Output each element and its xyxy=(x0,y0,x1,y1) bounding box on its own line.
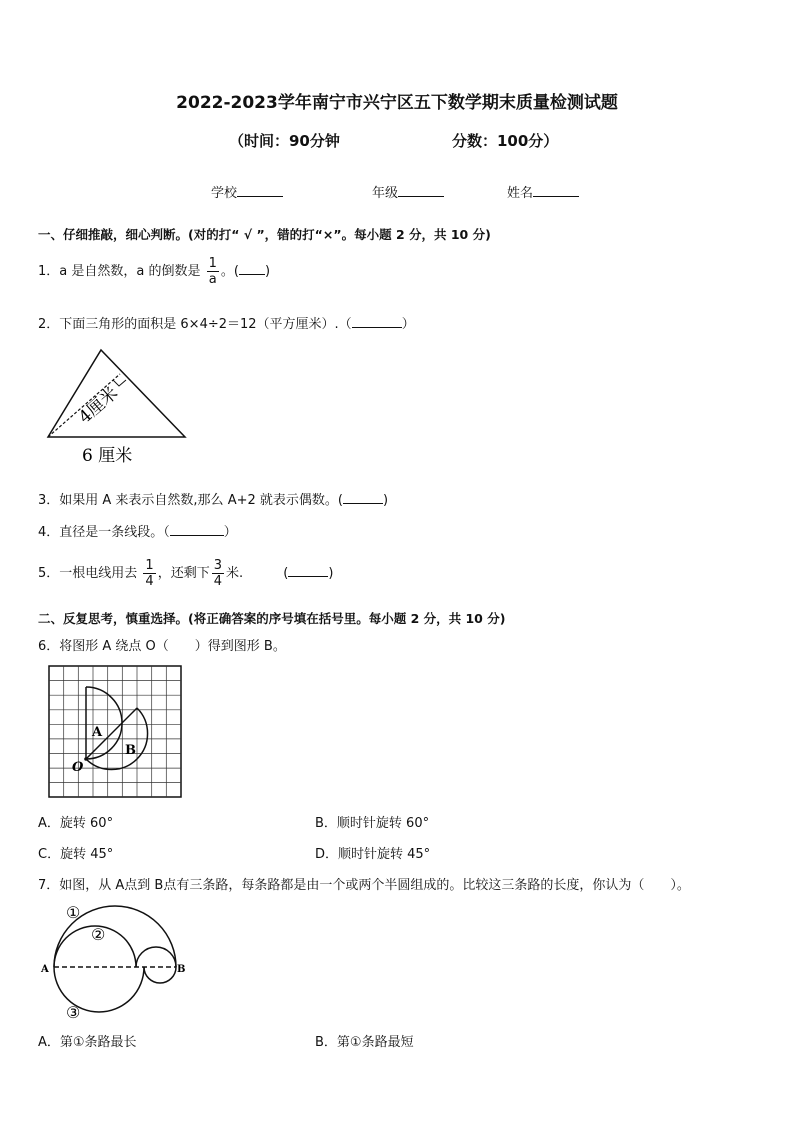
label-o: O xyxy=(72,760,84,775)
q6-option-c[interactable]: C．旋转 45° xyxy=(38,847,114,862)
point-a-label: A xyxy=(41,964,49,975)
q4-close: ） xyxy=(223,525,237,540)
grid-border xyxy=(49,666,181,797)
q6-option-b[interactable]: B．顺时针旋转 60° xyxy=(315,816,430,831)
q1-numerator: 1 xyxy=(208,256,217,271)
path-3-label: ③ xyxy=(66,1003,81,1022)
q5-fraction-left xyxy=(212,558,224,589)
q7-option-b[interactable]: B．第①条路最短 xyxy=(315,1035,414,1050)
path-2-label: ② xyxy=(91,925,106,944)
q1-post: 。( xyxy=(220,264,239,279)
q5-text: 5．一根电线用去 xyxy=(38,566,138,581)
shape-a xyxy=(86,687,122,759)
q1-answer-blank[interactable] xyxy=(239,262,265,275)
three-paths-figure xyxy=(38,898,198,1024)
height-label: 4厘米 xyxy=(75,383,123,428)
q5-numerator-2: 3 xyxy=(213,558,222,573)
section-2-heading: 二、反复思考，慎重选择。(将正确答案的序号填在括号里。每小题 2 分，共 10 分) xyxy=(38,611,506,626)
grid-lines xyxy=(49,666,181,797)
q5-open: ( xyxy=(283,566,289,581)
q2-answer-blank[interactable] xyxy=(352,315,402,328)
page-title: 2022-2023学年南宁市兴宁区五下数学期末质量检测试题 xyxy=(176,93,618,113)
q2-text: 2．下面三角形的面积是 6×4÷2＝12（平方厘米）.（ xyxy=(38,317,352,332)
path-3-arc-right xyxy=(144,967,176,983)
name-field[interactable] xyxy=(507,182,579,201)
q7-option-a[interactable]: A．第①条路最长 xyxy=(38,1035,137,1050)
name-blank[interactable] xyxy=(533,184,579,197)
rotation-grid-figure xyxy=(48,665,184,801)
path-1-label: ① xyxy=(66,903,81,922)
q5-answer-blank[interactable] xyxy=(288,564,328,577)
q5-denominator-1: 4 xyxy=(145,574,154,589)
triangle-figure xyxy=(38,340,198,470)
path-2-arc-right xyxy=(136,947,176,967)
question-2 xyxy=(38,313,415,332)
label-b: B xyxy=(125,743,136,758)
q6-option-d[interactable]: D．顺时针旋转 45° xyxy=(315,847,431,862)
q1-text: 1．a 是自然数，a 的倒数是 xyxy=(38,264,201,279)
q5-close: ) xyxy=(328,566,334,581)
q2-close: ） xyxy=(401,317,415,332)
base-label: 6 厘米 xyxy=(82,446,133,466)
name-label: 姓名 xyxy=(507,186,534,201)
q6-option-a[interactable]: A．旋转 60° xyxy=(38,816,114,831)
right-angle-mark xyxy=(113,380,126,386)
q1-denominator: a xyxy=(208,272,217,287)
exam-time: （时间：90分钟 xyxy=(229,132,340,150)
q5-numerator-1: 1 xyxy=(145,558,154,573)
question-6: 6．将图形 A 绕点 O（ ）得到图形 B。 xyxy=(38,639,286,654)
grade-field[interactable] xyxy=(372,182,444,201)
question-4 xyxy=(38,521,237,540)
grade-label: 年级 xyxy=(372,186,399,201)
question-5 xyxy=(38,558,333,589)
point-b-label: B xyxy=(177,964,186,975)
school-field[interactable] xyxy=(211,182,283,201)
question-7: 7．如图，从 A点到 B点有三条路，每条路都是由一个或两个半圆组成的。比较这三条路的长度，你认为（ ）。 xyxy=(38,878,690,893)
q3-text: 3．如果用 A 来表示自然数,那么 A+2 就表示偶数。( xyxy=(38,493,343,508)
school-label: 学校 xyxy=(211,186,238,201)
q3-close: ) xyxy=(382,493,389,508)
q4-text: 4．直径是一条线段。（ xyxy=(38,525,170,540)
q1-close: ) xyxy=(264,264,271,279)
question-1 xyxy=(38,256,270,287)
q1-fraction xyxy=(207,256,219,287)
grade-blank[interactable] xyxy=(398,184,444,197)
question-3 xyxy=(38,489,388,508)
q5-post: 米. xyxy=(226,566,244,581)
q5-mid: ，还剩下 xyxy=(157,566,210,581)
exam-score: 分数：100分） xyxy=(452,132,559,150)
section-1-heading: 一、仔细推敲，细心判断。(对的打“ √ ”，错的打“×”。每小题 2 分，共 10 分) xyxy=(38,227,491,242)
school-blank[interactable] xyxy=(237,184,283,197)
q5-fraction-used xyxy=(143,558,155,589)
q3-answer-blank[interactable] xyxy=(343,491,383,504)
q5-denominator-2: 4 xyxy=(213,574,222,589)
point-o xyxy=(84,757,88,761)
q4-answer-blank[interactable] xyxy=(170,523,224,536)
label-a: A xyxy=(92,725,103,740)
